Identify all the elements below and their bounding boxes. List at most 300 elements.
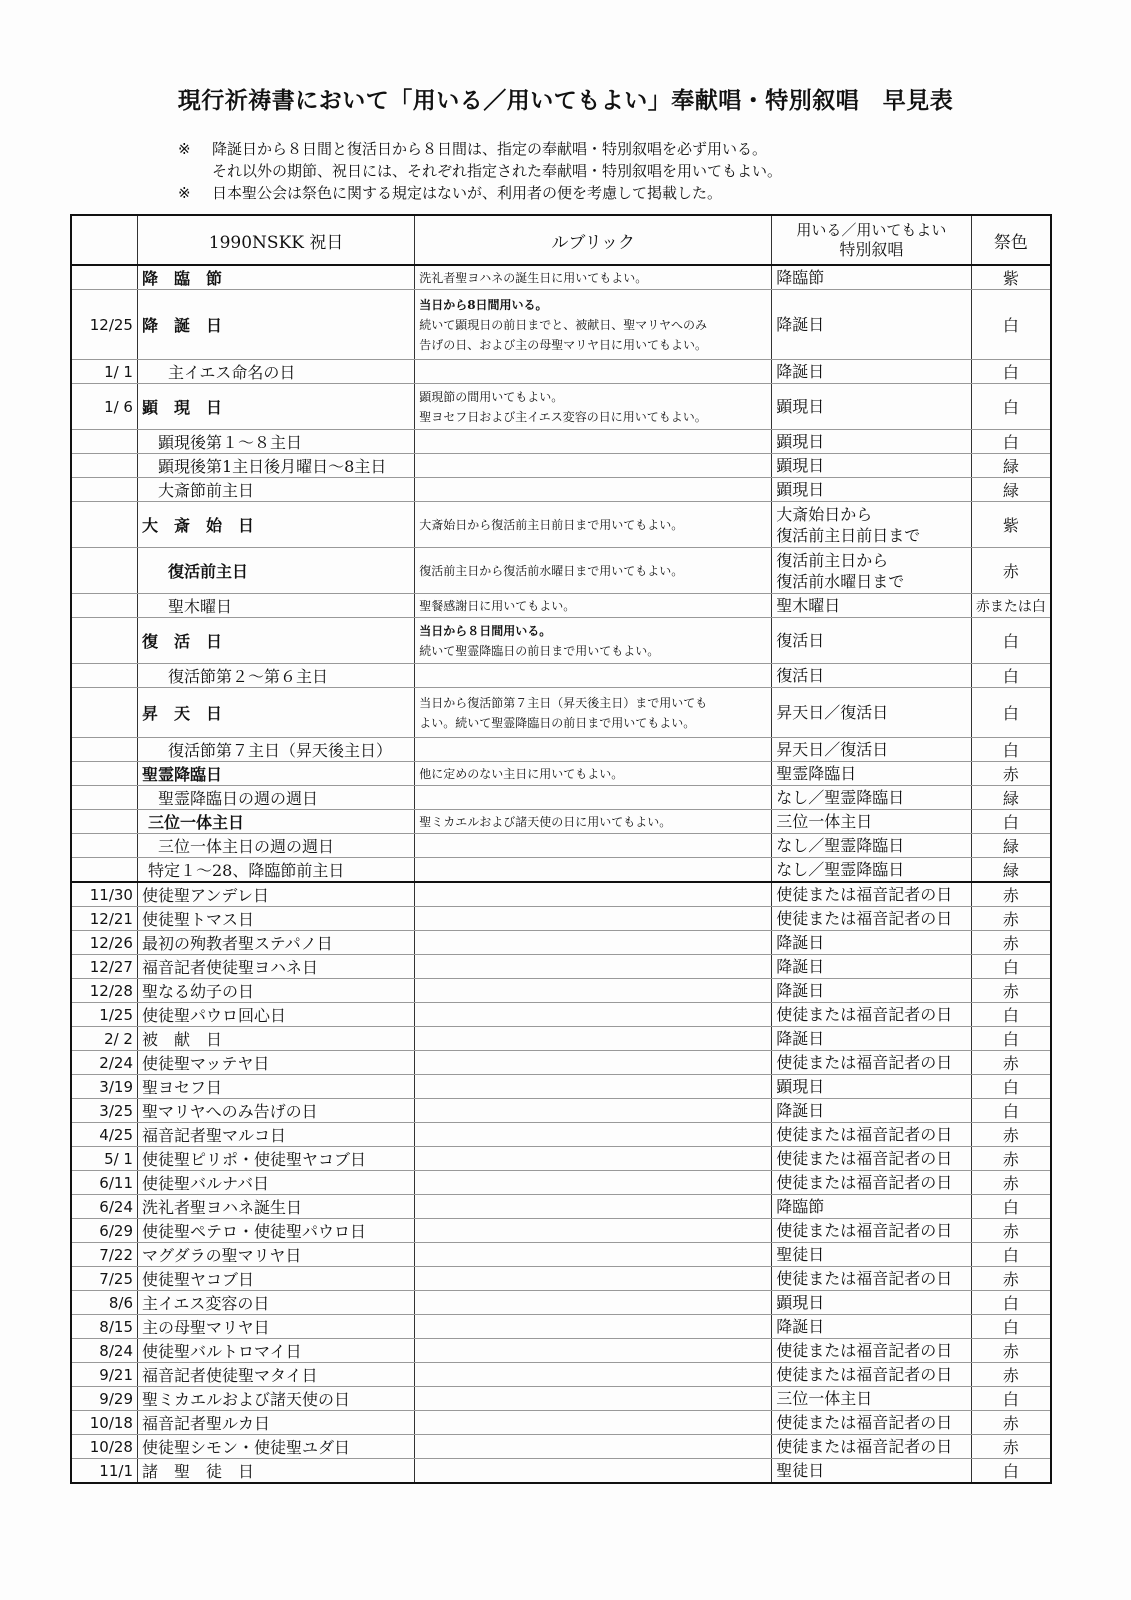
row-feast-name: 降 臨 節: [137, 265, 414, 290]
table-header-row: [71, 215, 1051, 265]
row-liturgical-color: 赤: [971, 1219, 1051, 1243]
table-row: [71, 548, 1051, 594]
row-date: 10/28: [71, 1435, 137, 1459]
row-date: 5/ 1: [71, 1147, 137, 1171]
table-row: [71, 1291, 1051, 1315]
row-feast-name: 聖ヨセフ日: [137, 1075, 414, 1099]
row-feast-name: 福音記者使徒聖ヨハネ日: [137, 955, 414, 979]
note-line: [178, 138, 782, 160]
table-row: [71, 1339, 1051, 1363]
row-feast-name: 諸 聖 徒 日: [137, 1459, 414, 1484]
row-special-preface: 降誕日: [772, 931, 971, 955]
table-row: [71, 1411, 1051, 1435]
header-special-preface: [772, 215, 971, 265]
row-date: 6/29: [71, 1219, 137, 1243]
row-rubric: [415, 1027, 772, 1051]
row-liturgical-color: 白: [971, 290, 1051, 360]
row-rubric: [415, 834, 772, 858]
table-row: [71, 360, 1051, 384]
row-feast-name: 使徒聖トマス日: [137, 907, 414, 931]
row-special-preface: 使徒または福音記者の日: [772, 1411, 971, 1435]
row-special-preface: 使徒または福音記者の日: [772, 882, 971, 907]
row-liturgical-color: 白: [971, 1027, 1051, 1051]
row-date: [71, 265, 137, 290]
table-row: [71, 1027, 1051, 1051]
rubric-line: 聖ミカエルおよび諸天使の日に用いてもよい。: [419, 814, 672, 829]
row-rubric: [415, 1363, 772, 1387]
table-row: [71, 858, 1051, 883]
row-liturgical-color: 赤: [971, 907, 1051, 931]
row-rubric: [415, 430, 772, 454]
table-row: [71, 594, 1051, 618]
note-mark: ※: [178, 184, 191, 202]
row-feast-name: 聖霊降臨日の週の週日: [137, 786, 414, 810]
table-row: [71, 931, 1051, 955]
row-rubric: [415, 548, 772, 594]
row-feast-name: 使徒聖バルトロマイ日: [137, 1339, 414, 1363]
rubric-line: 続いて顕現日の前日までと、被献日、聖マリヤへのみ: [419, 317, 707, 332]
row-date: [71, 786, 137, 810]
note-text: 降誕日から８日間と復活日から８日間は、指定の奉献唱・特別叙唱を必ず用いる。: [212, 140, 768, 158]
special-preface-line: 復活前水曜日まで: [776, 571, 905, 591]
row-rubric: [415, 1099, 772, 1123]
row-special-preface: 降臨節: [772, 265, 971, 290]
row-feast-name: 復 活 日: [137, 618, 414, 664]
row-special-preface: 使徒または福音記者の日: [772, 1003, 971, 1027]
table-row: [71, 1075, 1051, 1099]
row-date: [71, 548, 137, 594]
table-body: [71, 265, 1051, 1483]
row-feast-name: 主イエス命名の日: [137, 360, 414, 384]
row-rubric: [415, 594, 772, 618]
row-special-preface: 聖木曜日: [772, 594, 971, 618]
table-row: [71, 454, 1051, 478]
row-date: 11/30: [71, 882, 137, 907]
note-text: 日本聖公会は祭色に関する規定はないが、利用者の便を考慮して掲載した。: [212, 184, 723, 202]
header-date: [71, 215, 137, 265]
row-feast-name: 復活前主日: [137, 548, 414, 594]
row-rubric: [415, 1147, 772, 1171]
table-row: [71, 618, 1051, 664]
row-special-preface: 聖徒日: [772, 1243, 971, 1267]
row-liturgical-color: 白: [971, 360, 1051, 384]
row-feast-name: 主の母聖マリヤ日: [137, 1315, 414, 1339]
row-rubric: [415, 1339, 772, 1363]
rubric-line: 当日から復活節第７主日（昇天後主日）まで用いても: [419, 695, 708, 710]
row-liturgical-color: 赤: [971, 882, 1051, 907]
row-date: [71, 618, 137, 664]
row-date: 3/19: [71, 1075, 137, 1099]
row-date: 7/22: [71, 1243, 137, 1267]
note-line: [178, 160, 782, 182]
row-feast-name: 使徒聖パウロ回心日: [137, 1003, 414, 1027]
row-special-preface: 顕現日: [772, 384, 971, 430]
table-row: [71, 762, 1051, 786]
row-rubric: [415, 955, 772, 979]
row-liturgical-color: 白: [971, 1075, 1051, 1099]
note-text: それ以外の期節、祝日には、それぞれ指定された奉献唱・特別叙唱を用いてもよい。: [212, 162, 783, 180]
row-liturgical-color: 赤または白: [971, 594, 1051, 618]
row-special-preface: 降誕日: [772, 979, 971, 1003]
row-date: 6/11: [71, 1171, 137, 1195]
row-rubric: [415, 1387, 772, 1411]
row-liturgical-color: 緑: [971, 786, 1051, 810]
row-rubric: [415, 738, 772, 762]
row-special-preface: 使徒または福音記者の日: [772, 907, 971, 931]
row-rubric: [415, 688, 772, 738]
row-special-preface: 使徒または福音記者の日: [772, 1123, 971, 1147]
row-date: 8/6: [71, 1291, 137, 1315]
row-liturgical-color: 白: [971, 1195, 1051, 1219]
row-feast-name: 聖なる幼子の日: [137, 979, 414, 1003]
row-rubric: [415, 360, 772, 384]
rubric-line: 当日から８日間用いる。: [419, 623, 552, 638]
row-date: 10/18: [71, 1411, 137, 1435]
row-special-preface: 三位一体主日: [772, 810, 971, 834]
row-special-preface: 使徒または福音記者の日: [772, 1051, 971, 1075]
row-feast-name: 三位一体主日: [137, 810, 414, 834]
row-liturgical-color: 赤: [971, 1147, 1051, 1171]
row-liturgical-color: 赤: [971, 1051, 1051, 1075]
row-liturgical-color: 緑: [971, 834, 1051, 858]
row-rubric: [415, 265, 772, 290]
row-rubric: [415, 1051, 772, 1075]
row-liturgical-color: 白: [971, 618, 1051, 664]
row-date: 9/29: [71, 1387, 137, 1411]
table-row: [71, 384, 1051, 430]
row-special-preface: 復活日: [772, 664, 971, 688]
row-feast-name: 聖木曜日: [137, 594, 414, 618]
rubric-line: 告げの日、および主の母聖マリヤ日に用いてもよい。: [419, 337, 707, 352]
row-rubric: [415, 1195, 772, 1219]
special-preface-line: 復活前主日から: [776, 550, 889, 570]
row-special-preface: 使徒または福音記者の日: [772, 1267, 971, 1291]
row-special-preface: 聖霊降臨日: [772, 762, 971, 786]
row-liturgical-color: 白: [971, 384, 1051, 430]
row-date: 11/1: [71, 1459, 137, 1484]
row-rubric: [415, 1459, 772, 1484]
row-feast-name: 福音記者聖ルカ日: [137, 1411, 414, 1435]
special-preface-line: 復活前主日前日まで: [776, 525, 921, 545]
table-row: [71, 502, 1051, 548]
row-rubric: [415, 384, 772, 430]
row-liturgical-color: 赤: [971, 548, 1051, 594]
row-rubric: [415, 1435, 772, 1459]
row-feast-name: 使徒聖アンデレ日: [137, 882, 414, 907]
row-rubric: [415, 1267, 772, 1291]
row-date: 9/21: [71, 1363, 137, 1387]
row-feast-name: マグダラの聖マリヤ日: [137, 1243, 414, 1267]
row-liturgical-color: 白: [971, 1003, 1051, 1027]
row-special-preface: 三位一体主日: [772, 1387, 971, 1411]
row-rubric: [415, 1411, 772, 1435]
row-date: 2/ 2: [71, 1027, 137, 1051]
row-feast-name: 聖ミカエルおよび諸天使の日: [137, 1387, 414, 1411]
row-rubric: [415, 1243, 772, 1267]
row-feast-name: 昇 天 日: [137, 688, 414, 738]
header-special-line2: 特別叙唱: [839, 240, 904, 259]
row-date: [71, 810, 137, 834]
table-row: [71, 688, 1051, 738]
row-liturgical-color: 赤: [971, 931, 1051, 955]
row-rubric: [415, 502, 772, 548]
row-date: 12/26: [71, 931, 137, 955]
row-special-preface: [772, 548, 971, 594]
table-row: [71, 1051, 1051, 1075]
row-special-preface: 使徒または福音記者の日: [772, 1147, 971, 1171]
row-date: [71, 762, 137, 786]
row-liturgical-color: 白: [971, 1459, 1051, 1484]
row-date: 12/25: [71, 290, 137, 360]
row-special-preface: 顕現日: [772, 478, 971, 502]
row-liturgical-color: 赤: [971, 979, 1051, 1003]
rubric-line: 大斎始日から復活前主日前日まで用いてもよい。: [419, 517, 684, 532]
row-special-preface: [772, 502, 971, 548]
row-special-preface: なし／聖霊降臨日: [772, 858, 971, 883]
note-mark: [178, 160, 212, 182]
table-row: [71, 786, 1051, 810]
row-feast-name: 復活節第７主日（昇天後主日）: [137, 738, 414, 762]
row-rubric: [415, 979, 772, 1003]
row-feast-name: 被 献 日: [137, 1027, 414, 1051]
row-date: 6/24: [71, 1195, 137, 1219]
row-feast-name: 使徒聖ピリポ・使徒聖ヤコブ日: [137, 1147, 414, 1171]
header-feast-name: 1990NSKK 祝日: [137, 215, 414, 265]
row-liturgical-color: 赤: [971, 1123, 1051, 1147]
rubric-line: 聖餐感謝日に用いてもよい。: [419, 598, 576, 613]
table-row: [71, 1243, 1051, 1267]
row-date: [71, 454, 137, 478]
feast-table: [70, 214, 1052, 1484]
row-feast-name: 使徒聖シモン・使徒聖ユダ日: [137, 1435, 414, 1459]
row-feast-name: 三位一体主日の週の週日: [137, 834, 414, 858]
row-rubric: [415, 1315, 772, 1339]
row-date: 8/24: [71, 1339, 137, 1363]
row-special-preface: 降誕日: [772, 1099, 971, 1123]
row-date: [71, 688, 137, 738]
header-special-line1: 用いる／用いてもよい: [796, 221, 947, 239]
row-special-preface: 昇天日／復活日: [772, 688, 971, 738]
rubric-line: 当日から8日間用いる。: [419, 297, 548, 312]
table-row: [71, 882, 1051, 907]
row-feast-name: 顕現後第1主日後月曜日～8主日: [137, 454, 414, 478]
header-liturgical-color: 祭色: [971, 215, 1051, 265]
row-special-preface: 使徒または福音記者の日: [772, 1435, 971, 1459]
row-feast-name: 使徒聖バルナバ日: [137, 1171, 414, 1195]
row-date: 1/ 1: [71, 360, 137, 384]
table-row: [71, 1003, 1051, 1027]
row-date: [71, 430, 137, 454]
table-row: [71, 834, 1051, 858]
row-feast-name: 顕現後第１～８主日: [137, 430, 414, 454]
table-row: [71, 664, 1051, 688]
row-special-preface: 昇天日／復活日: [772, 738, 971, 762]
row-date: 12/28: [71, 979, 137, 1003]
row-liturgical-color: 白: [971, 430, 1051, 454]
row-special-preface: なし／聖霊降臨日: [772, 786, 971, 810]
row-date: 1/ 6: [71, 384, 137, 430]
row-liturgical-color: 緑: [971, 454, 1051, 478]
row-special-preface: 使徒または福音記者の日: [772, 1219, 971, 1243]
row-date: [71, 502, 137, 548]
row-rubric: [415, 907, 772, 931]
row-date: [71, 834, 137, 858]
table-row: [71, 810, 1051, 834]
rubric-line: 顕現節の間用いてもよい。: [419, 389, 564, 404]
row-liturgical-color: 紫: [971, 502, 1051, 548]
row-liturgical-color: 赤: [971, 1411, 1051, 1435]
row-rubric: [415, 618, 772, 664]
row-special-preface: 降誕日: [772, 290, 971, 360]
row-rubric: [415, 1003, 772, 1027]
rubric-line: 洗礼者聖ヨハネの誕生日に用いてもよい。: [419, 270, 648, 285]
table-row: [71, 1123, 1051, 1147]
rubric-line: よい。続いて聖霊降臨日の前日まで用いてもよい。: [419, 715, 696, 730]
row-special-preface: なし／聖霊降臨日: [772, 834, 971, 858]
row-liturgical-color: 白: [971, 1243, 1051, 1267]
row-liturgical-color: 白: [971, 688, 1051, 738]
row-feast-name: 降 誕 日: [137, 290, 414, 360]
special-preface-line: 大斎始日から: [776, 504, 873, 524]
row-special-preface: 復活日: [772, 618, 971, 664]
table-row: [71, 1171, 1051, 1195]
row-date: [71, 594, 137, 618]
row-date: 7/25: [71, 1267, 137, 1291]
row-rubric: [415, 1219, 772, 1243]
row-liturgical-color: 白: [971, 1291, 1051, 1315]
table-row: [71, 907, 1051, 931]
row-date: [71, 478, 137, 502]
row-rubric: [415, 1171, 772, 1195]
row-liturgical-color: 白: [971, 955, 1051, 979]
table-row: [71, 979, 1051, 1003]
row-rubric: [415, 762, 772, 786]
row-rubric: [415, 931, 772, 955]
table-row: [71, 1099, 1051, 1123]
row-special-preface: 聖徒日: [772, 1459, 971, 1484]
table-row: [71, 955, 1051, 979]
table-row: [71, 478, 1051, 502]
row-liturgical-color: 赤: [971, 762, 1051, 786]
row-feast-name: 大 斎 始 日: [137, 502, 414, 548]
row-date: 8/15: [71, 1315, 137, 1339]
row-liturgical-color: 赤: [971, 1363, 1051, 1387]
row-date: [71, 738, 137, 762]
table-row: [71, 290, 1051, 360]
table-row: [71, 1267, 1051, 1291]
row-feast-name: 聖マリヤへのみ告げの日: [137, 1099, 414, 1123]
table-row: [71, 1315, 1051, 1339]
row-date: 1/25: [71, 1003, 137, 1027]
table-row: [71, 1459, 1051, 1484]
rubric-line: 他に定めのない主日に用いてもよい。: [419, 766, 624, 781]
row-date: [71, 664, 137, 688]
table-row: [71, 1435, 1051, 1459]
rubric-line: 復活前主日から復活前水曜日まで用いてもよい。: [419, 563, 684, 578]
row-feast-name: 福音記者使徒聖マタイ日: [137, 1363, 414, 1387]
row-special-preface: 降誕日: [772, 360, 971, 384]
notes: [178, 138, 782, 204]
row-feast-name: 復活節第２～第６主日: [137, 664, 414, 688]
row-liturgical-color: 緑: [971, 858, 1051, 883]
row-liturgical-color: 白: [971, 1387, 1051, 1411]
row-rubric: [415, 858, 772, 883]
row-date: 3/25: [71, 1099, 137, 1123]
row-rubric: [415, 786, 772, 810]
row-feast-name: 主イエス変容の日: [137, 1291, 414, 1315]
row-liturgical-color: 赤: [971, 1267, 1051, 1291]
row-rubric: [415, 290, 772, 360]
row-date: 2/24: [71, 1051, 137, 1075]
row-special-preface: 使徒または福音記者の日: [772, 1171, 971, 1195]
row-feast-name: 使徒聖ヤコブ日: [137, 1267, 414, 1291]
header-rubric: ルブリック: [415, 215, 772, 265]
row-date: 12/21: [71, 907, 137, 931]
row-feast-name: 顕 現 日: [137, 384, 414, 430]
table-row: [71, 1147, 1051, 1171]
row-feast-name: 福音記者聖マルコ日: [137, 1123, 414, 1147]
table-row: [71, 1195, 1051, 1219]
row-special-preface: 降誕日: [772, 1027, 971, 1051]
row-feast-name: 使徒聖マッテヤ日: [137, 1051, 414, 1075]
row-liturgical-color: 白: [971, 810, 1051, 834]
row-liturgical-color: 赤: [971, 1171, 1051, 1195]
rubric-line: 聖ヨセフ日および主イエス変容の日に用いてもよい。: [419, 409, 707, 424]
row-special-preface: 使徒または福音記者の日: [772, 1363, 971, 1387]
row-rubric: [415, 810, 772, 834]
row-liturgical-color: 白: [971, 738, 1051, 762]
row-liturgical-color: 白: [971, 1099, 1051, 1123]
row-rubric: [415, 882, 772, 907]
row-feast-name: 大斎節前主日: [137, 478, 414, 502]
row-liturgical-color: 紫: [971, 265, 1051, 290]
row-feast-name: 洗礼者聖ヨハネ誕生日: [137, 1195, 414, 1219]
row-rubric: [415, 1123, 772, 1147]
row-feast-name: 特定１～28、降臨節前主日: [137, 858, 414, 883]
row-special-preface: 降誕日: [772, 1315, 971, 1339]
row-special-preface: 顕現日: [772, 430, 971, 454]
table-row: [71, 430, 1051, 454]
row-special-preface: 降臨節: [772, 1195, 971, 1219]
row-liturgical-color: 緑: [971, 478, 1051, 502]
table-row: [71, 265, 1051, 290]
row-liturgical-color: 白: [971, 664, 1051, 688]
row-liturgical-color: 赤: [971, 1435, 1051, 1459]
table-row: [71, 1387, 1051, 1411]
row-feast-name: 聖霊降臨日: [137, 762, 414, 786]
row-rubric: [415, 1291, 772, 1315]
row-rubric: [415, 664, 772, 688]
row-special-preface: 顕現日: [772, 454, 971, 478]
row-feast-name: 使徒聖ペテロ・使徒聖パウロ日: [137, 1219, 414, 1243]
table-row: [71, 1363, 1051, 1387]
page-title: 現行祈祷書において「用いる／用いてもよい」奉献唱・特別叙唱 早見表: [177, 88, 954, 114]
row-special-preface: 顕現日: [772, 1291, 971, 1315]
row-date: 4/25: [71, 1123, 137, 1147]
rubric-line: 続いて聖霊降臨日の前日まで用いてもよい。: [419, 643, 660, 658]
row-rubric: [415, 454, 772, 478]
row-date: 12/27: [71, 955, 137, 979]
row-date: [71, 858, 137, 883]
table-row: [71, 738, 1051, 762]
note-line: [178, 182, 782, 204]
row-special-preface: 顕現日: [772, 1075, 971, 1099]
table-row: [71, 1219, 1051, 1243]
row-liturgical-color: 赤: [971, 1339, 1051, 1363]
row-liturgical-color: 白: [971, 1315, 1051, 1339]
row-rubric: [415, 1075, 772, 1099]
row-special-preface: 降誕日: [772, 955, 971, 979]
